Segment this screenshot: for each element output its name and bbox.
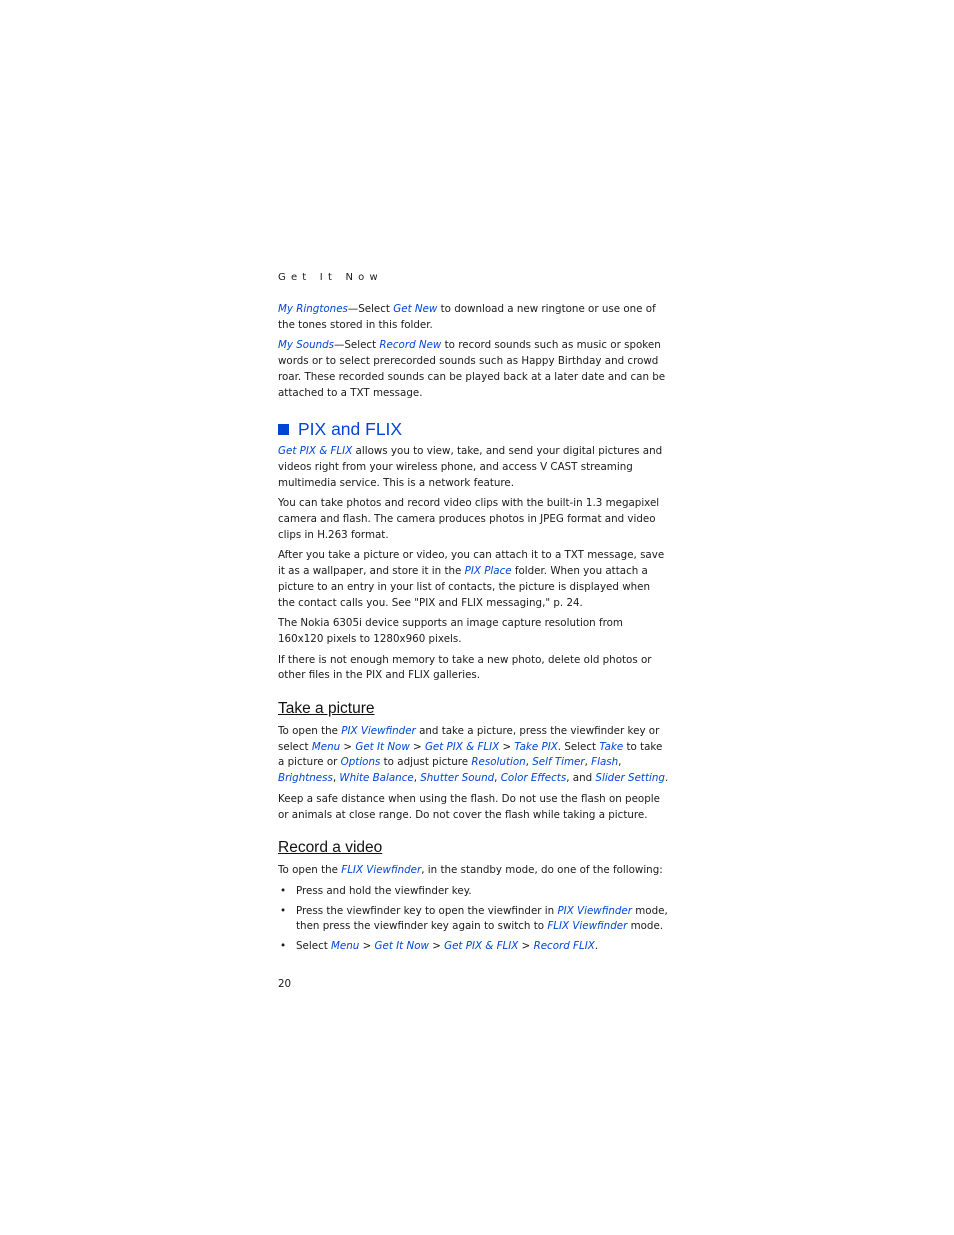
pix-flix-paragraph-1: Get PIX & FLIX allows you to view, take, and send your digital pictures and videos right from your wireless phone, and access V CAST streaming multimedia service. This is a network feature. [278, 445, 663, 489]
pix-place-term: PIX Place [464, 565, 512, 578]
record-video-list [278, 884, 670, 955]
bullet-icon: • [280, 904, 287, 917]
get-pix-flix-term: Get PIX & FLIX [278, 445, 353, 458]
record-video-paragraph: To open the FLIX Viewfinder, in the standby mode, do one of the following: [278, 864, 663, 877]
running-head: Get It Now [278, 272, 383, 283]
list-item: • Press and hold the viewfinder key. [278, 884, 670, 900]
pix-flix-paragraph-5: If there is not enough memory to take a new photo, delete old photos or other files in the PIX and FLIX galleries. [278, 653, 652, 682]
record-video-heading: Record a video [278, 839, 383, 857]
pix-flix-paragraph-4: The Nokia 6305i device supports an image capture resolution from 160x120 pixels to 1280x960 pixels. [278, 617, 623, 645]
flash-safety-paragraph: Keep a safe distance when using the flash. Do not use the flash on people or animals at close range. Do not cover the flash while taking a picture. [278, 792, 660, 821]
pix-flix-paragraph-3: After you take a picture or video, you can attach it to a TXT message, save it as a wallpaper, and store it in the PIX Place folder. When you attach a picture to an entry in your list of contacts, the picture is displayed when the contact calls you. See "PIX and FLIX messaging," p. 24. [278, 549, 665, 609]
list-item: • Press the viewfinder key to open the viewfinder in PIX Viewfinder mode, then press the viewfinder key again to switch to FLIX Viewfinder mode. [280, 904, 668, 933]
sounds-paragraph: My Sounds—Select Record New to record sounds such as music or spoken words or to select prerecorded sounds such as Happy Birthday and crowd roar. These recorded sounds can be played back at a later date and can be attached to a TXT message. [278, 339, 666, 399]
my-sounds-term: My Sounds [278, 339, 335, 352]
pix-flix-paragraph-2: You can take photos and record video clips with the built-in 1.3 megapixel camera and flash. The camera produces photos in JPEG format and video clips in H.263 format. [278, 497, 660, 541]
bullet-icon: • [280, 884, 287, 897]
ringtones-paragraph: My Ringtones—Select Get New to download a new ringtone or use one of the tones stored in this folder. [278, 303, 656, 331]
bullet-icon: • [280, 940, 287, 953]
section-heading [278, 419, 670, 440]
list-item: • Select Menu > Get It Now > Get PIX & FLIX > Record FLIX. [278, 939, 670, 955]
get-new-term: Get New [393, 303, 438, 315]
section-title: PIX and FLIX [298, 419, 403, 440]
record-new-term: Record New [379, 339, 442, 352]
take-picture-paragraph: To open the PIX Viewfinder and take a picture, press the viewfinder key or select Menu > Get It Now > Get PIX & FLIX > Take PIX. Select Take to take a picture or Options to adjust picture Resolution, Self Timer, Flash, Brightness, White Balance, Shutter Sound, Color Effects, and Slider Setting. [278, 725, 669, 785]
document-page [278, 272, 670, 990]
square-bullet-icon [278, 424, 289, 435]
page-number: 20 [278, 977, 292, 990]
my-ringtones-term: My Ringtones [278, 303, 348, 315]
take-picture-heading: Take a picture [278, 700, 375, 718]
